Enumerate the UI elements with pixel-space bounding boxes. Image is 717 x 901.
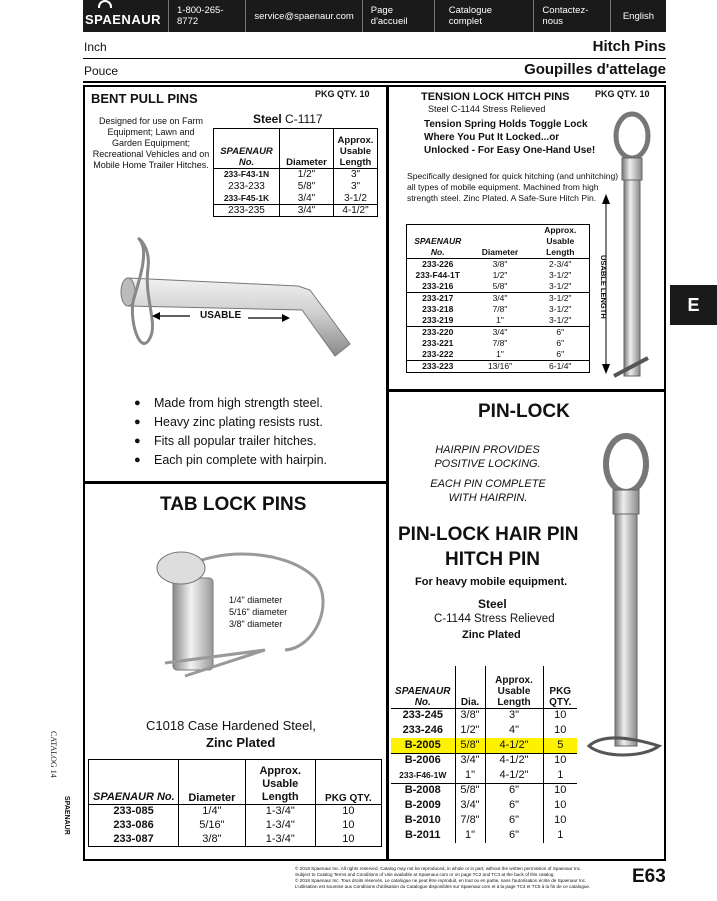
diameter: 7/8" bbox=[492, 338, 508, 348]
table-row bbox=[407, 338, 590, 349]
panel-top-border bbox=[83, 85, 666, 87]
pin-lock-table bbox=[391, 666, 577, 843]
part-number: B-2009 bbox=[391, 798, 455, 813]
length: 3" bbox=[350, 169, 361, 181]
copyright-fr-1: © 2018 Spaenaur Inc. Tous droits réservés. Le catalogue ne peut être reproduit, en tout ou en partie, sans l'autorisation écrite de Spaenaur Inc. bbox=[295, 878, 587, 883]
length: 4" bbox=[485, 723, 543, 738]
diameter-note: 3/8" diameter bbox=[229, 619, 283, 629]
side-brand-label: SPAENAUR bbox=[63, 796, 70, 835]
header-usable-length: Approx. Usable Length bbox=[245, 760, 315, 805]
length: 3-1/2" bbox=[549, 281, 572, 291]
diameter: 5/16" bbox=[179, 819, 246, 833]
part-number: 233-221 bbox=[422, 338, 454, 348]
diameter: 1/2" bbox=[492, 270, 508, 280]
length: 3-1/2" bbox=[549, 304, 572, 314]
copyright-en-2: Subject to Catalog Terms and Conditions of Use available at Spaenaur.com or on page TC2 and TC3 at the back of this catalog. bbox=[295, 872, 555, 877]
brand-logo[interactable] bbox=[83, 12, 168, 27]
table-row bbox=[214, 193, 378, 205]
header-pkg-qty: PKG QTY. bbox=[315, 760, 381, 805]
phone-link[interactable]: 1-800-265-8772 bbox=[168, 0, 245, 32]
table-row bbox=[391, 828, 577, 843]
length: 6" bbox=[485, 783, 543, 798]
panel-bottom-border bbox=[83, 859, 666, 861]
part-number: 233-235 bbox=[214, 205, 280, 217]
part-number: 233-217 bbox=[422, 293, 454, 303]
side-catalog-label: CATALOG 14 bbox=[49, 731, 58, 778]
table-row bbox=[391, 798, 577, 813]
pin-lock-note-2: EACH PIN COMPLETE WITH HAIRPIN. bbox=[430, 478, 546, 504]
table-row bbox=[407, 270, 590, 281]
part-number: B-2005 bbox=[391, 738, 455, 753]
tab-lock-diameters bbox=[229, 594, 287, 630]
length: 3" bbox=[485, 708, 543, 723]
pkg-qty: 10 bbox=[554, 784, 567, 797]
length: 4-1/2" bbox=[342, 205, 369, 216]
length: 6-1/4" bbox=[549, 361, 572, 371]
table-row bbox=[407, 315, 590, 327]
part-number: 233-220 bbox=[422, 327, 454, 337]
bent-pull-description: Designed for use on Farm Equipment; Lawn and Garden Equipment; Recreational Vehicles and on Mobile Home Trailer Hitches. bbox=[92, 116, 210, 170]
pkg-qty: 10 bbox=[554, 709, 567, 722]
length: 6" bbox=[556, 349, 565, 359]
pkg-qty: 10 bbox=[342, 819, 355, 831]
length: 1-3/4" bbox=[245, 819, 315, 833]
diameter: 3/4" bbox=[492, 327, 508, 337]
bent-pull-pin-image bbox=[110, 228, 370, 378]
length: 6" bbox=[485, 798, 543, 813]
table-row bbox=[407, 293, 590, 305]
dia: 7/8" bbox=[455, 813, 485, 828]
length: 4-1/2" bbox=[485, 738, 543, 753]
table-row bbox=[407, 327, 590, 339]
category-en: Hitch Pins bbox=[592, 38, 666, 55]
pkg-qty: 5 bbox=[557, 738, 564, 751]
steel-grade: C-1117 bbox=[285, 112, 323, 126]
part-number: 233-233 bbox=[214, 181, 280, 193]
pin-lock-use: For heavy mobile equipment. bbox=[415, 576, 568, 588]
part-number: 233-226 bbox=[422, 259, 454, 269]
header-diameter: Diameter bbox=[469, 225, 532, 259]
length: 3-1/2 bbox=[344, 192, 367, 204]
usable-label: USABLE bbox=[200, 310, 242, 321]
part-number: 233-F43-1N bbox=[214, 169, 280, 181]
unit-en: Inch bbox=[84, 40, 107, 54]
tension-tagline: Tension Spring Holds Toggle Lock Where You Put It Locked...or Unlocked - For Easy One-Hand Use! bbox=[424, 119, 596, 156]
page-number: E63 bbox=[632, 866, 666, 887]
pin-lock-finish: Zinc Plated bbox=[462, 629, 521, 641]
pkg-qty: 10 bbox=[554, 724, 567, 736]
length: 2-3/4" bbox=[549, 259, 572, 269]
usable-length-label: USABLE LENGTH bbox=[599, 255, 608, 319]
table-row bbox=[89, 819, 382, 833]
tension-table bbox=[406, 224, 590, 373]
part-number: 233-222 bbox=[422, 349, 454, 359]
diameter-note: 1/4" diameter bbox=[229, 595, 283, 605]
part-number: 233-223 bbox=[422, 361, 454, 371]
table-row bbox=[391, 813, 577, 828]
panel-center-divider bbox=[386, 85, 389, 861]
header-pkg-qty: PKG QTY. bbox=[543, 666, 577, 708]
diameter: 1" bbox=[496, 315, 504, 325]
pin-lock-grade: C-1144 Stress Relieved bbox=[434, 613, 555, 625]
diameter: 5/8" bbox=[492, 281, 508, 291]
panel-left-border bbox=[83, 85, 85, 861]
tab-lock-material: C1018 Case Hardened Steel, bbox=[146, 718, 316, 733]
header-spaenaur-no: SPAENAUR No. bbox=[407, 225, 469, 259]
pkg-qty: 10 bbox=[342, 805, 355, 818]
email-link[interactable]: service@spaenaur.com bbox=[245, 0, 361, 32]
table-row bbox=[89, 833, 382, 847]
length: 4-1/2" bbox=[485, 753, 543, 768]
list-item: ● Made from high strength steel. bbox=[134, 394, 327, 413]
pkg-qty: 1 bbox=[557, 768, 564, 781]
pin-lock-rows bbox=[391, 708, 577, 843]
table-row bbox=[407, 361, 590, 373]
diameter: 7/8" bbox=[492, 304, 508, 314]
length: 3-1/2" bbox=[549, 315, 572, 325]
header-usable-length: Approx. Usable Length bbox=[485, 666, 543, 708]
tab-lock-title: TAB LOCK PINS bbox=[160, 494, 307, 515]
dia: 5/8" bbox=[455, 783, 485, 798]
bent-pull-pkg-qty: PKG QTY. 10 bbox=[315, 89, 370, 99]
table-row bbox=[391, 738, 577, 753]
tension-subtitle: Steel C-1144 Stress Relieved bbox=[428, 104, 546, 114]
part-number: 233-218 bbox=[422, 304, 454, 314]
part-number: B-2011 bbox=[391, 828, 455, 843]
right-panel-divider bbox=[386, 389, 666, 392]
bent-pull-features bbox=[134, 394, 327, 470]
tension-pkg-qty: PKG QTY. 10 bbox=[595, 89, 650, 99]
diameter: 3/8" bbox=[492, 259, 508, 269]
table-row bbox=[391, 768, 577, 783]
pin-lock-subtitle-2: HITCH PIN bbox=[445, 549, 540, 570]
diameter: 1/4" bbox=[179, 805, 246, 819]
diameter: 1" bbox=[496, 349, 504, 359]
part-number: B-2006 bbox=[391, 753, 455, 768]
copyright-notice bbox=[295, 866, 625, 890]
length: 1-3/4" bbox=[245, 805, 315, 819]
part-number: B-2010 bbox=[391, 813, 455, 828]
pin-lock-note-1: HAIRPIN PROVIDES POSITIVE LOCKING. bbox=[434, 444, 541, 470]
pkg-qty: 10 bbox=[554, 814, 567, 826]
part-number: 233-F44-1T bbox=[415, 270, 460, 280]
list-item: ● Fits all popular trailer hitches. bbox=[134, 432, 327, 451]
diameter: 5/8" bbox=[280, 181, 334, 193]
home-link[interactable]: Page d'accueil bbox=[362, 0, 434, 32]
full-catalog-link[interactable]: Catalogue complet bbox=[434, 0, 534, 32]
part-number: 233-216 bbox=[422, 281, 454, 291]
tab-lock-table bbox=[88, 759, 382, 847]
length: 3" bbox=[350, 181, 361, 192]
copyright-fr-2: L'utilisation est soumise aux Conditions d'utilisation du Catalogue disponibles sur Spaenaur.com et à la page TC4 et TC5 à la fin de ce catalogue. bbox=[295, 884, 591, 889]
part-number: 233-219 bbox=[422, 315, 454, 325]
pin-lock-subtitle-1: PIN-LOCK HAIR PIN bbox=[398, 524, 579, 545]
length: 4-1/2" bbox=[485, 768, 543, 783]
list-item: ● Heavy zinc plating resists rust. bbox=[134, 413, 327, 432]
table-row bbox=[391, 783, 577, 798]
left-panel-divider bbox=[83, 481, 388, 484]
pkg-qty: 1 bbox=[557, 829, 564, 841]
part-number: 233-086 bbox=[89, 819, 179, 833]
pin-lock-steel: Steel bbox=[478, 597, 507, 611]
bent-pull-title: BENT PULL PINS bbox=[91, 91, 198, 106]
pkg-qty: 10 bbox=[554, 754, 567, 767]
part-number: 233-F46-1W bbox=[391, 768, 455, 783]
table-row bbox=[407, 304, 590, 315]
diameter: 13/16" bbox=[487, 361, 513, 371]
diameter: 3/4" bbox=[492, 293, 508, 303]
table-row bbox=[214, 169, 378, 181]
table-row bbox=[214, 205, 378, 217]
tension-lock-pin-image bbox=[592, 108, 666, 384]
header-spaenaur-no: SPAENAUR No. bbox=[214, 129, 280, 169]
tab-lock-finish: Zinc Plated bbox=[206, 735, 276, 750]
logo-mark-icon bbox=[98, 0, 112, 8]
dia: 1" bbox=[455, 828, 485, 843]
section-tab-e[interactable]: E bbox=[670, 285, 717, 325]
part-number: 233-245 bbox=[391, 708, 455, 723]
dia: 3/4" bbox=[455, 798, 485, 813]
pin-lock-title: PIN-LOCK bbox=[478, 401, 570, 422]
table-row bbox=[391, 753, 577, 768]
part-number: 233-085 bbox=[89, 805, 179, 819]
header-usable-length: Approx. Usable Length bbox=[334, 129, 378, 169]
table-row bbox=[391, 723, 577, 738]
length: 3-1/2" bbox=[549, 270, 572, 280]
part-number: 233-087 bbox=[89, 833, 179, 847]
length: 1-3/4" bbox=[245, 833, 315, 847]
steel-label: Steel bbox=[253, 112, 282, 126]
category-fr: Goupilles d'attelage bbox=[524, 61, 666, 78]
header-diameter: Diameter bbox=[280, 129, 334, 169]
header-divider bbox=[83, 58, 666, 59]
header-usable-length: Approx. Usable Length bbox=[532, 225, 590, 259]
diameter: 1/2" bbox=[280, 169, 334, 181]
length: 6" bbox=[485, 813, 543, 828]
diameter: 3/8" bbox=[179, 833, 246, 847]
copyright-en-1: © 2018 Spaenaur Inc. All rights reserved. Catalog may not be reproduced, in whole or in part, without the written permission of Spaenaur Inc. bbox=[295, 866, 582, 871]
part-number: 233-246 bbox=[391, 723, 455, 738]
dia: 3/4" bbox=[455, 753, 485, 768]
dia: 5/8" bbox=[455, 738, 485, 753]
length: 3-1/2" bbox=[549, 293, 572, 303]
diameter-note: 5/16" diameter bbox=[229, 607, 288, 617]
brand-name: SPAENAUR bbox=[85, 11, 161, 27]
length: 6" bbox=[556, 327, 565, 337]
length: 6" bbox=[485, 828, 543, 843]
dia: 1" bbox=[455, 768, 485, 783]
length: 6" bbox=[556, 338, 565, 348]
contact-link[interactable]: Contactez-nous bbox=[533, 0, 609, 32]
top-navigation-bar bbox=[83, 0, 666, 32]
table-row bbox=[214, 181, 378, 193]
unit-fr: Pouce bbox=[84, 64, 119, 78]
tension-description: Specifically designed for quick hitching (and unhitching) all types of mobile equipment. Machined from high strength steel. Zinc Plated. A Safe-Sure Hitch Pin. bbox=[407, 171, 619, 203]
english-link[interactable]: English bbox=[610, 0, 666, 32]
tension-title: TENSION LOCK HITCH PINS bbox=[421, 91, 570, 103]
bent-pull-table bbox=[213, 128, 378, 217]
dia: 1/2" bbox=[455, 723, 485, 738]
part-number: B-2008 bbox=[391, 783, 455, 798]
header-divider-2 bbox=[83, 81, 666, 83]
diameter: 3/4" bbox=[280, 193, 334, 205]
list-item: ● Each pin complete with hairpin. bbox=[134, 451, 327, 470]
pin-lock-pin-image bbox=[583, 428, 665, 778]
header-spaenaur-no: SPAENAUR No. bbox=[391, 666, 455, 708]
header-spaenaur-no: SPAENAUR No. bbox=[89, 760, 179, 805]
dia: 3/8" bbox=[455, 708, 485, 723]
table-row bbox=[407, 259, 590, 271]
bent-pull-steel bbox=[253, 112, 323, 126]
table-row bbox=[89, 805, 382, 819]
header-dia: Dia. bbox=[455, 666, 485, 708]
table-row bbox=[407, 281, 590, 293]
header-diameter: Diameter bbox=[179, 760, 246, 805]
table-row bbox=[391, 708, 577, 723]
table-row bbox=[407, 349, 590, 361]
pkg-qty: 10 bbox=[342, 832, 355, 845]
part-number: 233-F45-1K bbox=[214, 193, 280, 205]
diameter: 3/4" bbox=[280, 205, 334, 217]
pkg-qty: 10 bbox=[554, 799, 567, 811]
